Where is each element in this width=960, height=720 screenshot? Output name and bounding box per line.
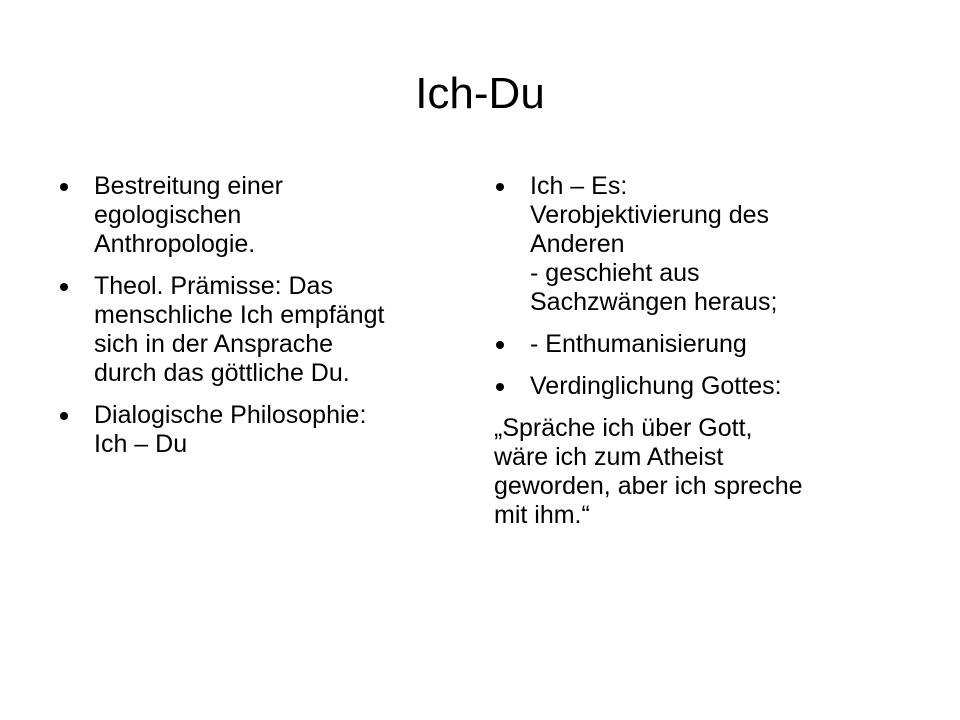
bullet-line: Bestreitung einer (94, 172, 284, 200)
bullet-line: durch das göttliche Du. (94, 359, 350, 387)
bullet-item (58, 272, 468, 388)
bullet-line: Ich – Es: (530, 172, 628, 200)
bullet-item (58, 401, 468, 459)
bullet-item (494, 372, 894, 401)
bullet-line: - geschieht aus (530, 259, 700, 287)
bullet-item (494, 172, 894, 317)
quote-line: wäre ich zum Atheist (494, 443, 724, 471)
bullet-line: sich in der Ansprache (94, 330, 334, 358)
bullet-dot-icon (60, 283, 68, 291)
bullet-dot-icon (60, 412, 68, 420)
left-bullet-list (58, 172, 468, 459)
bullet-dot-icon (60, 183, 68, 191)
bullet-line: Sachzwängen heraus; (530, 288, 778, 316)
bullet-line: Theol. Prämisse: Das (94, 272, 333, 300)
bullet-line: egologischen (94, 201, 242, 229)
bullet-line: - Enthumanisierung (530, 330, 747, 358)
right-bullet-list (494, 172, 894, 401)
bullet-dot-icon (496, 183, 504, 191)
left-column (58, 172, 468, 472)
bullet-dot-icon (496, 383, 504, 391)
right-column (494, 172, 894, 530)
quote-line: „Spräche ich über Gott, (494, 414, 753, 442)
bullet-item (58, 172, 468, 259)
bullet-line: Ich – Du (94, 430, 188, 458)
bullet-line: Anthropologie. (94, 230, 256, 258)
slide-title: Ich-Du (415, 69, 545, 118)
bullet-line: Verobjektivierung des (530, 201, 770, 229)
quote-line: mit ihm.“ (494, 501, 590, 529)
bullet-line: menschliche Ich empfängt (94, 301, 385, 329)
bullet-item (494, 330, 894, 359)
quote-paragraph (494, 414, 894, 530)
bullet-dot-icon (496, 341, 504, 349)
bullet-line: Anderen (530, 230, 625, 258)
quote-line: geworden, aber ich spreche (494, 472, 803, 500)
bullet-line: Verdinglichung Gottes: (530, 372, 782, 400)
bullet-line: Dialogische Philosophie: (94, 401, 367, 429)
